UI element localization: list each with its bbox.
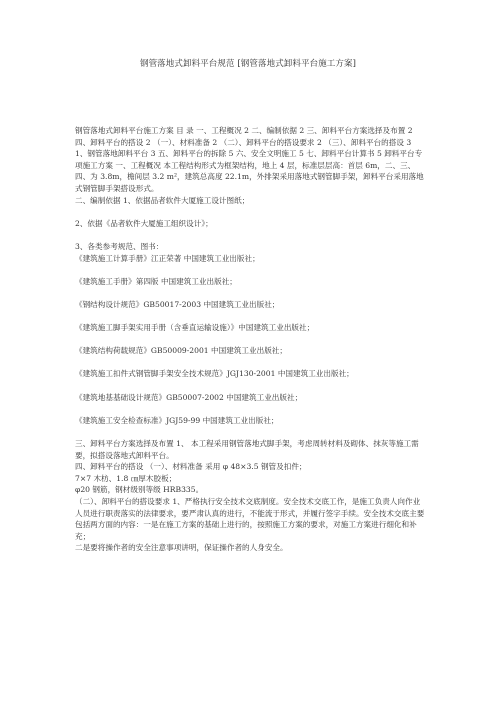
- basis-paragraph-1: 二、编制依据 1、依据品者软件大厦施工设计图纸；: [75, 195, 250, 205]
- materials-paragraph: 四、卸料平台的搭设 （一）、材料准备 采用 φ 48×3.5 钢管及扣件；: [75, 462, 307, 472]
- safety-paragraph: 二是要将操作者的安全注意事项讲明，保证操作者的人身安全。: [75, 543, 288, 553]
- materials-timber-line: 7×7 木枋、1.8 ㎝厚木胶板；: [75, 473, 177, 483]
- platform-selection-paragraph: 三、卸料平台方案选择及布置 1、 本工程采用钢管落地式脚手架，考虑周转材料及砌体、抹灰等施工需要，拟搭设落地式卸料平台。: [75, 439, 419, 460]
- toc-and-overview-paragraph: 钢管落地式卸料平台施工方案 目 录 一、工程概况 2 二、编制依据 2 三、卸料平台方案选择及布置 2 四、卸料平台的搭设 2 （一）、材料准备 2 （二）、卸料平台的搭设要求 2 （三）、卸料平台的搭设 3 1、钢管落地卸料平台 3 五、卸料平台的拆除 5 六、安全文明施工 5 七、卸料平台计算书 5 卸料平台专项施工方案 一、工程概况 本工程结构形式为框架结构，地上 4 层，标准层层高：首层 6m，二、三、四、为 3.8m，檐间层 3.2 m²，建筑总高度 22.1m，外排架采用落地式钢管脚手架，卸料平台采用落地式钢管脚手架搭设形式。: [75, 126, 424, 193]
- reference-item: 《建筑施工手册》第四版 中国建筑工业出版社；: [75, 276, 237, 286]
- document-title: 钢管落地式卸料平台规范 [钢管落地式卸料平台施工方案]: [139, 59, 357, 69]
- reference-item: 《建筑施工计算手册》江正荣著 中国建筑工业出版社；: [75, 253, 260, 263]
- reference-item: 《建筑施工安全检查标准》JGJ59-99 中国建筑工业出版社；: [75, 415, 279, 425]
- basis-paragraph-2: 2、依据《品者软件大厦施工组织设计》；: [75, 218, 213, 228]
- reference-item: 《建筑施工扣件式钢管脚手架安全技术规范》JGJ130-2001 中国建筑工业出版社；: [75, 369, 354, 379]
- erection-requirements-paragraph: （二）、卸料平台的搭设要求 1、严格执行安全技术交底制度。安全技术交底工作，是施工负责人向作业人员进行职责落实的法律要求，要严肃认真的进行，不能流于形式，并履行签字手续。安全技术交底主要包括两方面的内容：一是在施工方案的基础上进行的，按照施工方案的要求，对施工方案进行细化和补充；: [75, 497, 425, 541]
- reference-item: 《建筑地基基础设计规范》GB50007-2002 中国建筑工业出版社；: [75, 392, 303, 402]
- document-body: [75, 125, 425, 554]
- reference-item: 《建筑结构荷载规范》GB50009-2001 中国建筑工业出版社；: [75, 346, 287, 356]
- references-heading: 3、各类参考规范、图书：: [75, 241, 164, 251]
- reference-item: 《建筑施工脚手架实用手册（含垂直运输设施）》中国建筑工业出版社；: [75, 323, 315, 333]
- materials-rebar-line: φ20 钢筋，钢材级别等级 HRB335。: [75, 485, 204, 495]
- reference-item: 《钢结构设计规范》GB50017-2003 中国建筑工业出版社；: [75, 299, 280, 309]
